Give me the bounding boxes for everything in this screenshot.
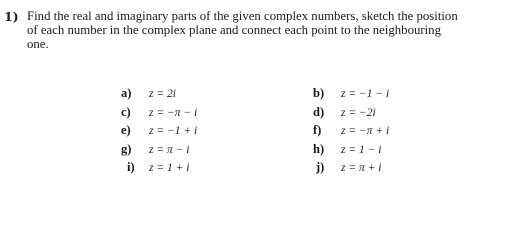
item-g bbox=[121, 142, 189, 157]
item-j bbox=[316, 160, 381, 175]
item-label-b: b) bbox=[313, 86, 325, 100]
item-label-i: i) bbox=[127, 160, 135, 174]
item-i bbox=[127, 160, 189, 175]
item-h bbox=[313, 142, 381, 157]
item-a bbox=[121, 86, 176, 101]
statement-line-3: one. bbox=[27, 37, 49, 51]
item-label-g: g) bbox=[121, 142, 132, 156]
item-label-h: h) bbox=[313, 142, 325, 156]
problem-statement bbox=[27, 9, 505, 51]
item-label-a: a) bbox=[121, 86, 132, 100]
item-d bbox=[313, 105, 376, 120]
item-expr-d: z = −2i bbox=[341, 107, 376, 119]
item-label-d: d) bbox=[313, 105, 325, 119]
item-label-e: e) bbox=[121, 123, 131, 137]
item-label-f: f) bbox=[313, 123, 322, 137]
statement-line-2: of each number in the complex plane and connect each point to the neighbouring bbox=[27, 23, 441, 37]
item-expr-c: z = −π − i bbox=[149, 107, 198, 119]
item-e bbox=[121, 123, 197, 138]
problem-number: 1) bbox=[4, 9, 19, 24]
item-expr-e: z = −1 + i bbox=[149, 125, 198, 137]
item-expr-i: z = 1 + i bbox=[149, 162, 190, 174]
item-expr-j: z = π + i bbox=[341, 162, 382, 174]
statement-line-1: Find the real and imaginary parts of the given complex numbers, sketch the position bbox=[27, 9, 458, 23]
item-label-j: j) bbox=[316, 160, 325, 174]
item-expr-g: z = π − i bbox=[149, 144, 190, 156]
item-expr-f: z = −π + i bbox=[341, 125, 390, 137]
item-expr-h: z = 1 − i bbox=[341, 144, 382, 156]
item-b bbox=[313, 86, 389, 101]
item-expr-b: z = −1 − i bbox=[341, 88, 390, 100]
item-label-c: c) bbox=[121, 105, 131, 119]
item-f bbox=[313, 123, 389, 138]
item-c bbox=[121, 105, 197, 120]
item-expr-a: z = 2i bbox=[149, 88, 176, 100]
